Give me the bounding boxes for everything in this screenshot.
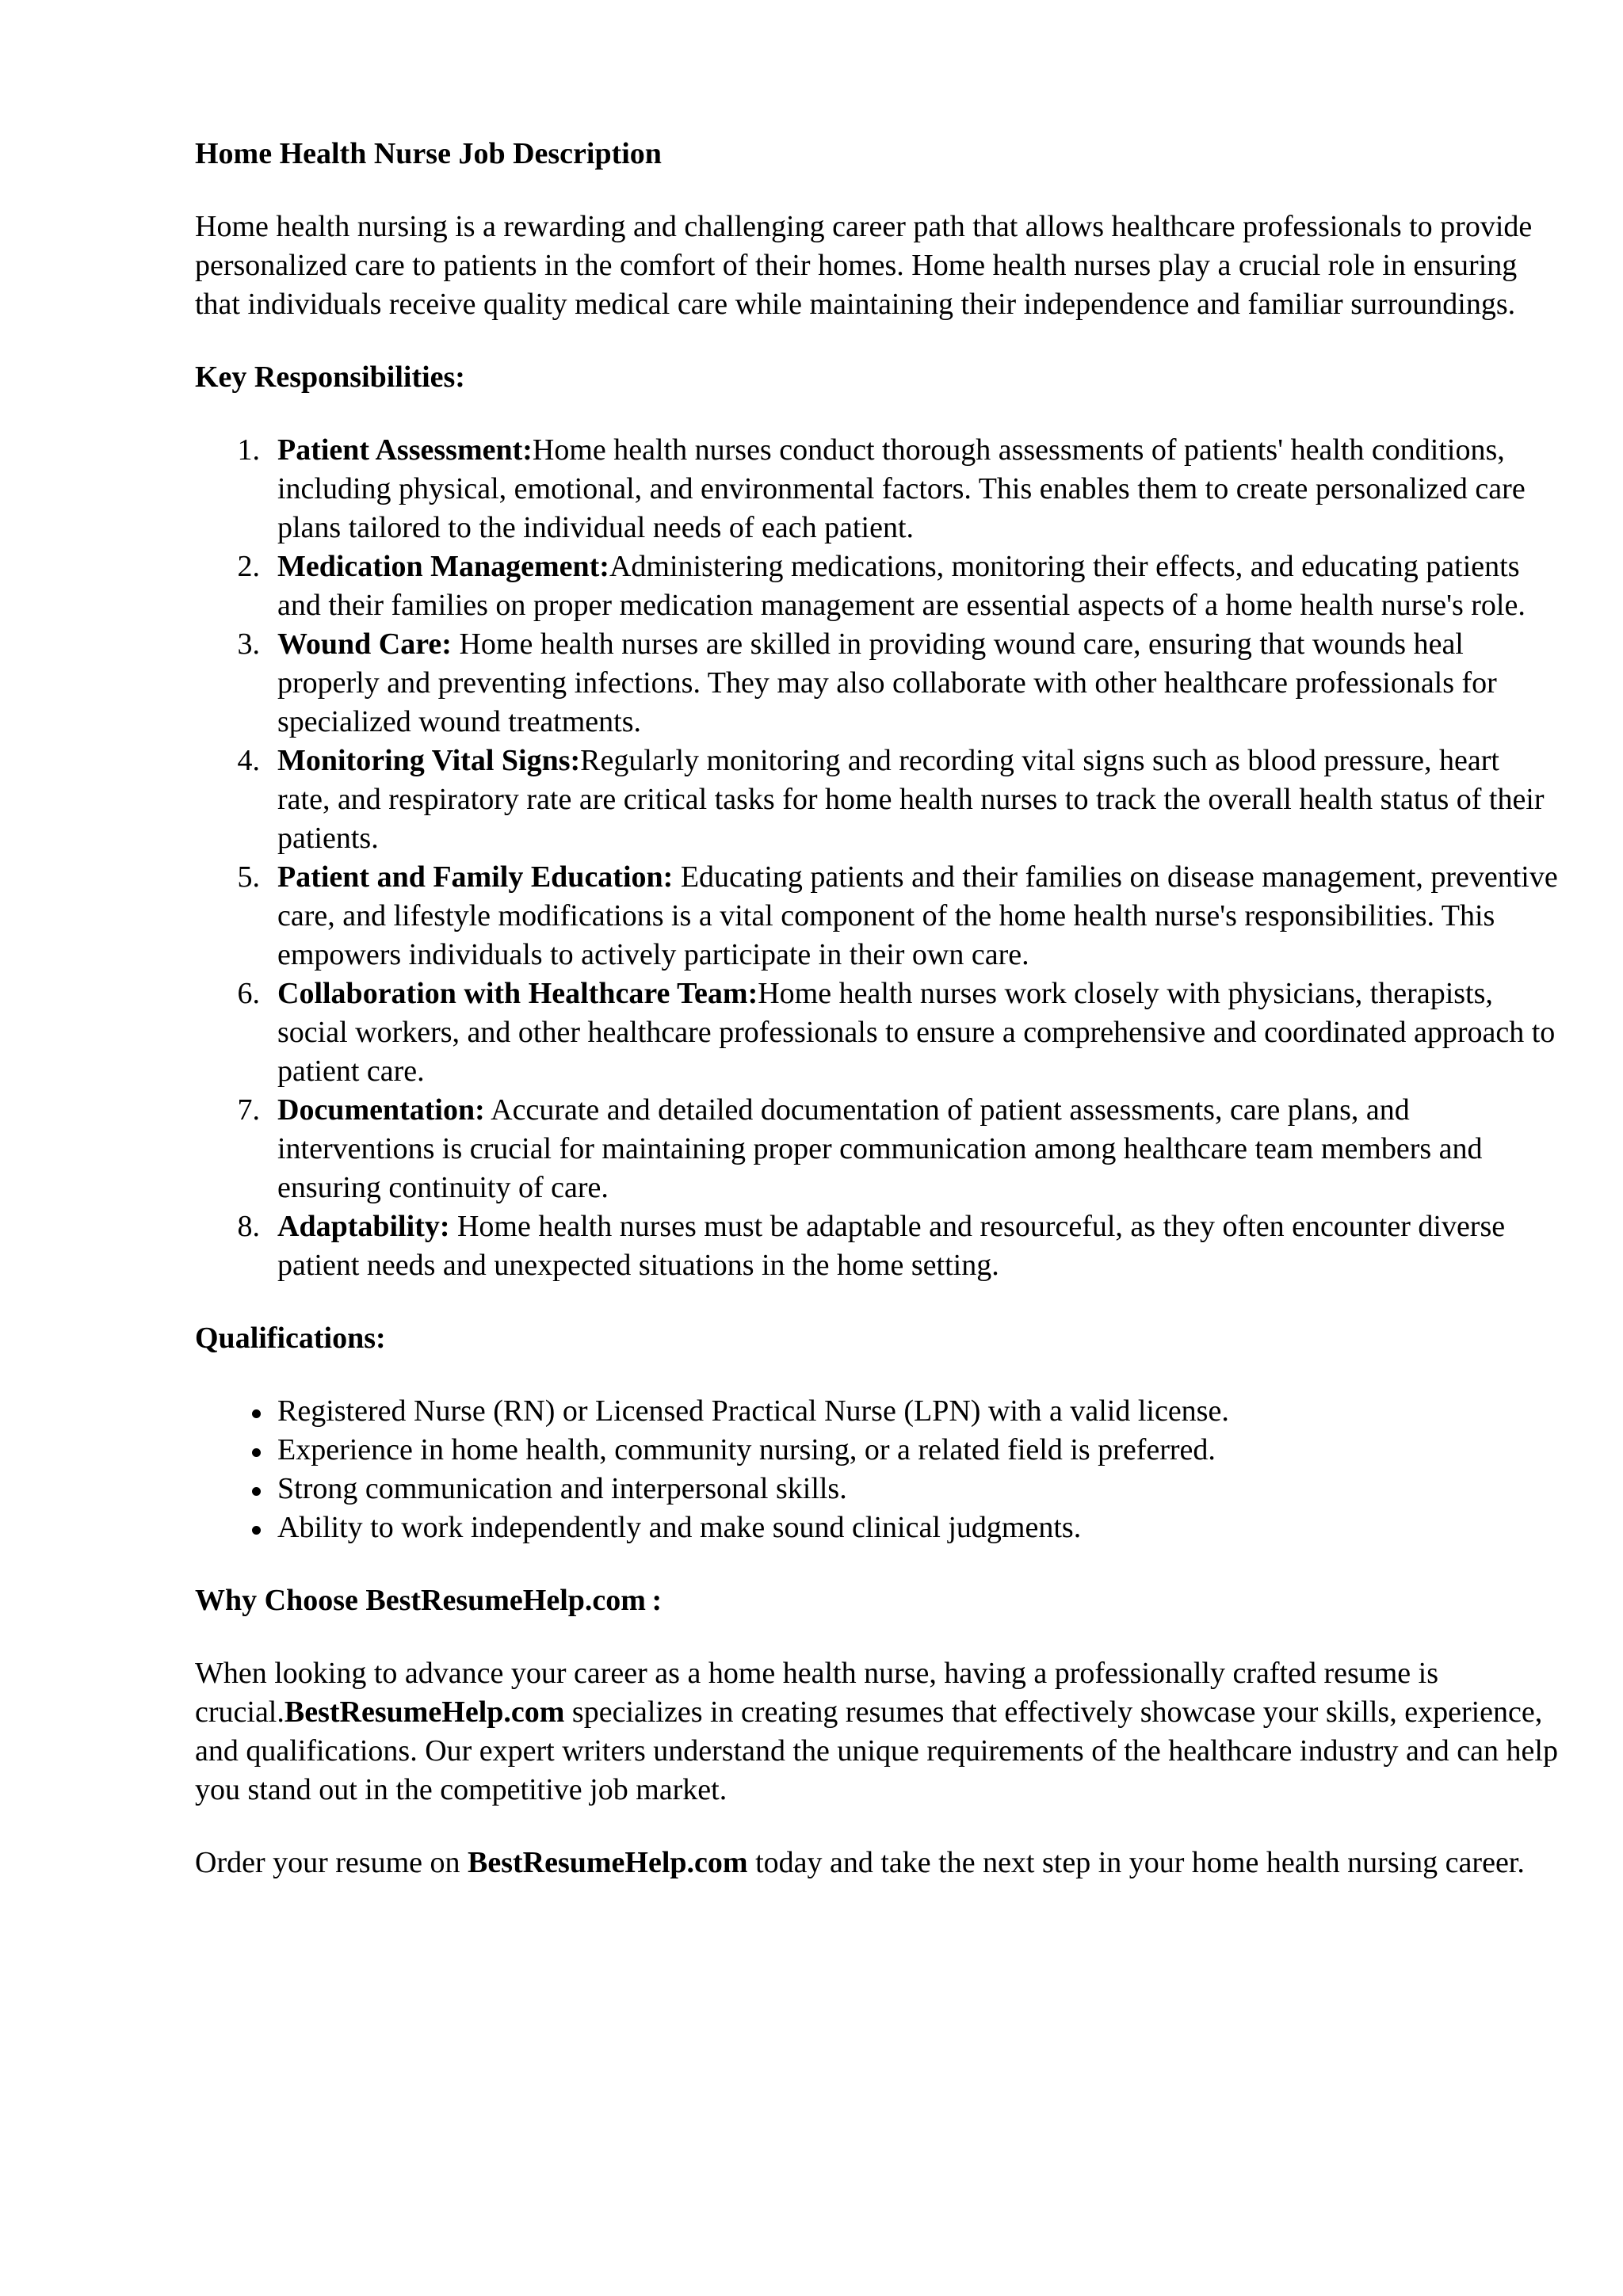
closing-paragraph	[195, 1844, 1558, 1882]
responsibility-text: Educating patients and their families on disease management, preventive care, and lifestyle modifications is a vital component of the home health nurse's responsibilities. This empowers individuals to actively participate in their own care.	[277, 860, 1558, 971]
qualification-text: Strong communication and interpersonal skills.	[277, 1472, 847, 1505]
qualifications-heading: Qualifications:	[195, 1322, 386, 1355]
list-number: 7.	[237, 1093, 260, 1127]
responsibility-term: Wound Care:	[277, 627, 452, 661]
why-choose-heading: Why Choose BestResumeHelp.com :	[195, 1584, 663, 1617]
responsibility-term: Patient and Family Education:	[277, 860, 674, 894]
bullet-icon	[252, 1448, 261, 1457]
responsibility-item	[195, 1207, 1558, 1285]
responsibility-text: Home health nurses work closely with physicians, therapists, social workers, and other healthcare professionals to ensure a comprehensive and coordinated approach to patient care.	[277, 977, 1556, 1088]
qualification-item	[195, 1508, 1558, 1547]
responsibility-term: Documentation:	[277, 1093, 485, 1127]
qualification-text: Registered Nurse (RN) or Licensed Practical Nurse (LPN) with a valid license.	[277, 1394, 1229, 1428]
bullet-icon	[252, 1409, 261, 1418]
intro-paragraph: Home health nursing is a rewarding and challenging career path that allows healthcare professionals to provide personalized care to patients in the comfort of their homes. Home health nurses play a crucial role in ensuring that individuals receive quality medical care while maintaining their independence and familiar surroundings.	[195, 210, 1533, 321]
document-title: Home Health Nurse Job Description	[195, 137, 662, 170]
qualification-item	[195, 1470, 1558, 1508]
qualification-text: Experience in home health, community nursing, or a related field is preferred.	[277, 1433, 1216, 1466]
responsibility-item	[195, 431, 1558, 547]
list-number: 1.	[237, 433, 260, 467]
responsibility-term: Collaboration with Healthcare Team:	[277, 977, 758, 1010]
brand-name: BestResumeHelp.com	[284, 1695, 565, 1729]
list-number: 3.	[237, 627, 260, 661]
responsibilities-heading: Key Responsibilities:	[195, 360, 465, 394]
why-text-after: specializes in creating resumes that effectively showcase your skills, experience, and qualifications. Our expert writers understand the unique requirements of the healthcare industry and can help you stand out in the competitive job market.	[195, 1695, 1558, 1806]
closing-text-after: today and take the next step in your home health nursing career.	[747, 1846, 1525, 1879]
responsibility-term: Patient Assessment:	[277, 433, 533, 467]
responsibility-item	[195, 974, 1558, 1091]
responsibility-item	[195, 547, 1558, 625]
bullet-icon	[252, 1526, 261, 1535]
brand-name: BestResumeHelp.com	[468, 1846, 748, 1879]
bullet-icon	[252, 1487, 261, 1496]
responsibility-item	[195, 1091, 1558, 1207]
responsibility-term: Monitoring Vital Signs:	[277, 744, 581, 777]
responsibilities-list	[195, 431, 1558, 1285]
qualification-text: Ability to work independently and make sound clinical judgments.	[277, 1511, 1082, 1544]
responsibility-text: Home health nurses conduct thorough assessments of patients' health conditions, including physical, emotional, and environmental factors. This enables them to create personalized care plans tailored to the individual needs of each patient.	[277, 433, 1526, 544]
responsibility-text: Home health nurses are skilled in providing wound care, ensuring that wounds heal properly and preventing infections. They may also collaborate with other healthcare professionals for specialized wound treatments.	[277, 627, 1497, 738]
list-number: 5.	[237, 860, 260, 894]
why-choose-paragraph	[195, 1654, 1558, 1810]
list-number: 6.	[237, 977, 260, 1010]
qualification-item	[195, 1392, 1558, 1431]
responsibility-term: Medication Management:	[277, 550, 609, 583]
list-number: 8.	[237, 1210, 260, 1243]
responsibility-text: Accurate and detailed documentation of patient assessments, care plans, and interventions is crucial for maintaining proper communication among healthcare team members and ensuring continuity of care.	[277, 1093, 1483, 1204]
qualification-item	[195, 1431, 1558, 1470]
responsibility-text: Administering medications, monitoring their effects, and educating patients and their families on proper medication management are essential aspects of a home health nurse's role.	[277, 550, 1526, 622]
list-number: 4.	[237, 744, 260, 777]
qualifications-list	[195, 1392, 1558, 1547]
document-page	[195, 135, 1558, 1882]
closing-text-before: Order your resume on	[195, 1846, 468, 1879]
responsibility-text: Regularly monitoring and recording vital signs such as blood pressure, heart rate, and respiratory rate are critical tasks for home health nurses to track the overall health status of their patients.	[277, 744, 1545, 855]
responsibility-item	[195, 858, 1558, 974]
why-text-before: When looking to advance your career as a home health nurse, having a professionally crafted resume is crucial.	[195, 1657, 1439, 1729]
responsibility-item	[195, 625, 1558, 742]
responsibility-text: Home health nurses must be adaptable and resourceful, as they often encounter diverse patient needs and unexpected situations in the home setting.	[277, 1210, 1506, 1282]
responsibility-term: Adaptability:	[277, 1210, 450, 1243]
list-number: 2.	[237, 550, 260, 583]
responsibility-item	[195, 742, 1558, 858]
